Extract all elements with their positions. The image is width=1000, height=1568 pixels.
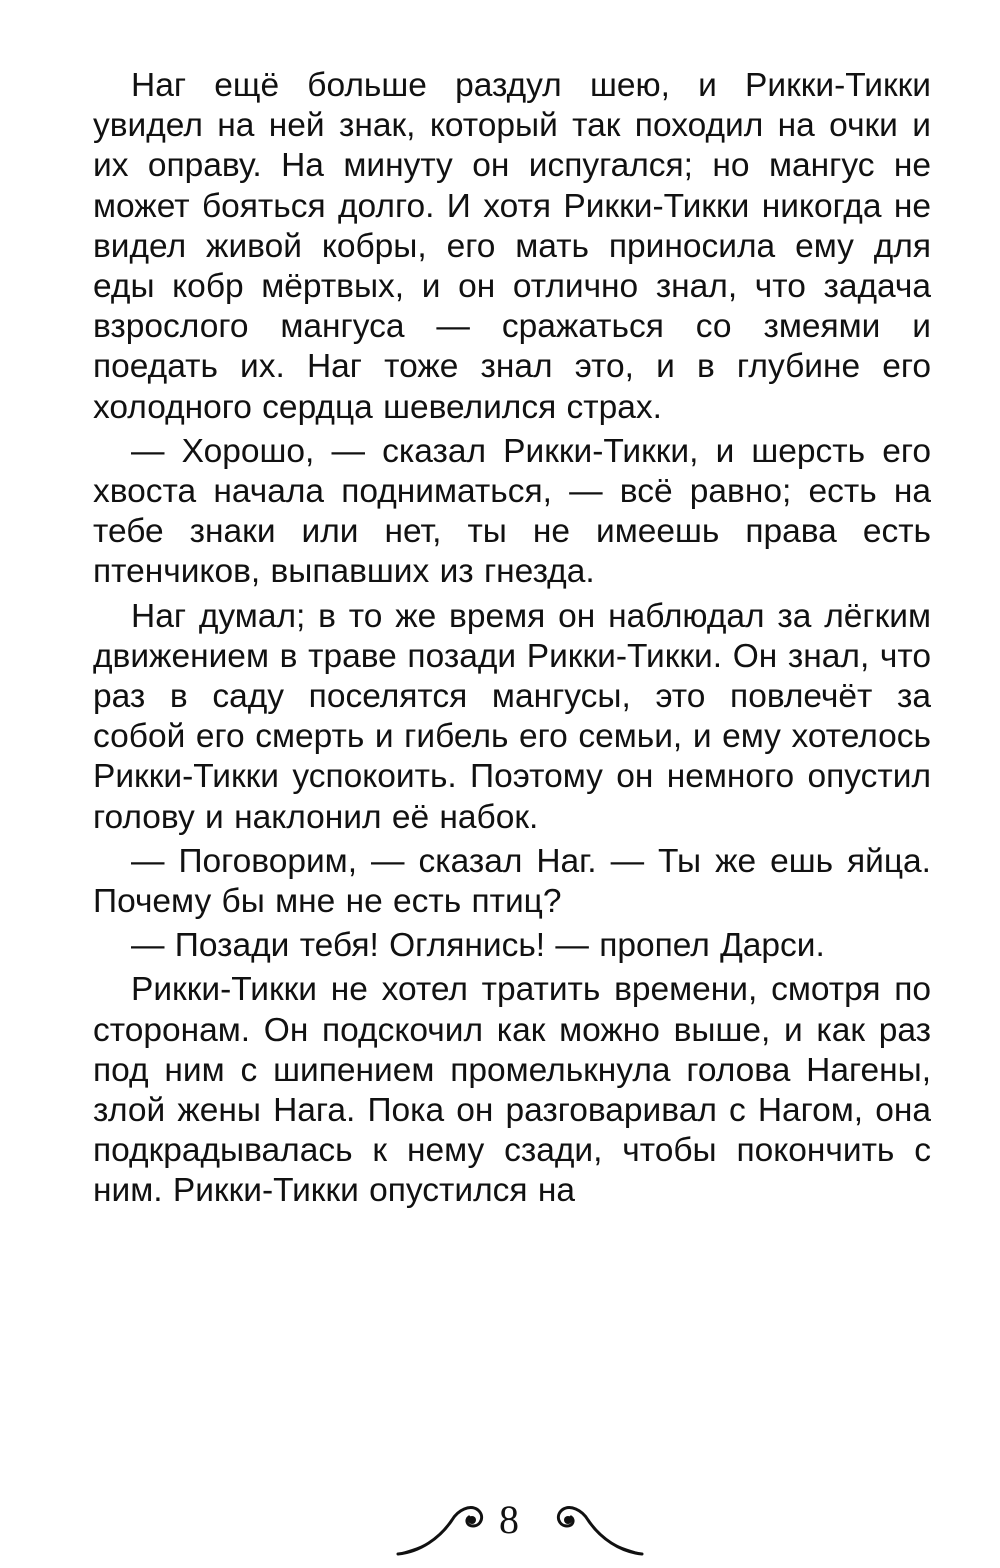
paragraph-6: Рикки-Тикки не хотел тратить времени, смотря по сторонам. Он подскочил как можно выше, и как раз под ним с шипением промелькнула голова Нагены, злой жены Нага. Пока он разговаривал с Нагом, она подкрадывалась к нему сзади, чтобы покончить с ним. Рикки-Тикки опустился на (93, 971, 931, 1210)
paragraph-1: Наг ещё больше раздул шею, и Рикки-Тикки увидел на ней знак, который так походил на очки и их оправу. На минуту он испугался; но мангус не может бояться долго. И хотя Рикки-Тикки никогда не видел живой кобры, его мать приносила ему для еды кобр мёртвых, и он отлично знал, что задача взрослого мангуса — сражаться со змеями и поедать их. Наг тоже знал это, и в глубине его холодного сердца шевелился страх. (93, 67, 931, 426)
paragraph-2: — Хорошо, — сказал Рикки-Тикки, и шерсть его хвоста начала подниматься, — всё равно; есть на тебе знаки или нет, ты не имеешь права есть птенчиков, выпавших из гнезда. (93, 432, 931, 591)
page-footer (0, 1490, 1000, 1560)
page-body (93, 66, 931, 1212)
paragraph-5: — Позади тебя! Оглянись! — пропел Дарси. (131, 927, 825, 965)
paragraph-3: Наг думал; в то же время он наблюдал за лёгким движением в траве позади Рикки-Тикки. Он знал, что раз в саду поселятся мангусы, это повлечёт за собой его смерть и гибель его семьи, и ему хотелось Рикки-Тикки успокоить. Поэтому он немного опустил голову и наклонил её набок. (93, 597, 931, 836)
paragraph-4: — Поговорим, — сказал Наг. — Ты же ешь яйца. Почему бы мне не есть птиц? (93, 842, 931, 921)
page-number: 8 (499, 1497, 519, 1542)
